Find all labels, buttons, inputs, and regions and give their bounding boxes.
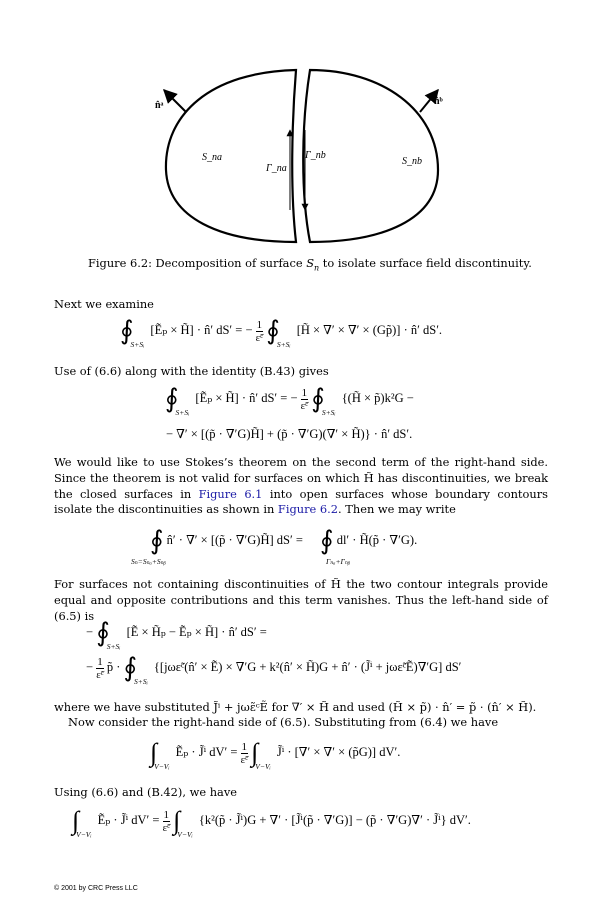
- equation-3: ∮ n̂′ · ∇′ × [(p̃ · ∇′G)H̃] dS′ = ∮ dl′ · H̃(p̃ · ∇′G).: [150, 526, 418, 555]
- label-surf-b: S_nb: [402, 156, 422, 167]
- paragraph-surfaces-not: For surfaces not containing discontinuities of H̃ the two contour integrals provide equal and opposite contributions and this term vanishes. Thus the left-hand side of (6.5) is: [54, 577, 548, 623]
- footer-copyright: © 2001 by CRC Press LLC: [54, 885, 138, 892]
- left-surface-outline: [166, 70, 296, 242]
- equation-2-line2: − ∇′ × [(p̃ · ∇′G)H̃] + (p̃ · ∇′G)(∇′ × H̃)} · n̂′ dS′.: [166, 427, 413, 441]
- figure-caption: Figure 6.2: Decomposition of surface $S_n$ to isolate surface field discontinuity.: [88, 256, 532, 273]
- label-nb-normal: n̂ᵇ: [434, 96, 443, 107]
- link-figure-6-2[interactable]: Figure 6.2: [277, 502, 339, 517]
- paragraph-use-of: Use of (6.6) along with the identity (B.43) gives: [54, 364, 329, 378]
- paragraph-using: Using (6.6) and (B.42), we have: [54, 785, 238, 799]
- limit-surface: Sₙ=Sₙₐ+Sₙᵦ: [131, 557, 166, 566]
- equation-6: $\int_{V-Vᵢ}$ Ẽₚ · J̃ⁱ dV′ = $\frac{1}{\text{ε̃ᶜ}}$ $\int_{V-Vᵢ}$ {k²(p̃ · J̃ⁱ)G + ∇′ · [J̃ⁱ(p̃ · ∇′G)] − (p̃ · ∇′G)∇′ · J̃ⁱ} dV′.: [72, 806, 471, 840]
- equation-5: $\int_{V-Vᵢ}$ Ẽₚ · J̃ⁱ dV′ = $\frac{1}{\text{ε̃ᶜ}}$ $\int_{V-Vᵢ}$ J̃ⁱ · [∇′ × ∇′ × (p̃G)] dV′.: [150, 738, 401, 772]
- figure-diagram: [150, 60, 450, 250]
- link-figure-6-1[interactable]: Figure 6.1: [198, 486, 263, 501]
- label-surf-a: S_na: [202, 152, 222, 163]
- paragraph-now-consider: Now consider the right-hand side of (6.5). Substituting from (6.4) we have: [68, 715, 499, 729]
- paragraph-next-examine: Next we examine: [54, 297, 154, 311]
- limit-contour: Γₙₐ+Γₙᵦ: [326, 557, 350, 566]
- label-na-normal: n̂ᵃ: [155, 100, 164, 111]
- equation-4-line2: − $\frac{1}{\text{ε̃ᶜ}}$ p̃ · $∮_{S+Sᵢ}$ {[jωε̃ᶜ(n̂′ × Ẽ) × ∇′G + k²(n̂′ × H̃)G + n̂′ · (J̃ⁱ + jωε̃ᶜẼ)∇′G] dS′: [86, 653, 462, 687]
- equation-1: $∮_{S+Sᵢ}$ [Ẽₚ × H̃] · n̂′ dS′ = − $\frac{1}{\text{ε̃ᶜ}}$ $∮_{S+Sᵢ}$ [H̃ × ∇′ × ∇′ × (Gp̃)] · n̂′ dS′.: [120, 316, 443, 350]
- paragraph-stokes: We would like to use Stokes’s theorem on the second term of the right-hand side. Since the theorem is not valid for surfaces on which H̃ has discontinuities, we break the closed surfaces in Figure 6.1 into open surfaces whose boundary contours isolate the discontinuities as shown in Figure 6.2. Then we may write: [54, 455, 548, 517]
- equation-2-line1: $∮_{S+Sᵢ}$ [Ẽₚ × H̃] · n̂′ dS′ = − $\frac{1}{\text{ε̃ᶜ}}$ $∮_{S+Sᵢ}$ {(H̃ × p̃)k²G −: [165, 384, 414, 418]
- normal-a-arrow: [164, 90, 186, 112]
- label-gamma-a: Γ_na: [266, 163, 287, 174]
- equation-4-line1: − $∮_{S+Sᵢ}$ [Ẽ × H̃ₚ − Ẽₚ × H̃] · n̂′ dS′ =: [86, 618, 267, 652]
- paragraph-where-we: where we have substituted J̃ⁱ + jωε̃ᶜẼ for ∇′ × H̃ and used (H̃ × p̃) · n̂′ = p̃ · (n̂′ × H̃).: [54, 700, 537, 714]
- label-gamma-b: Γ_nb: [305, 150, 326, 161]
